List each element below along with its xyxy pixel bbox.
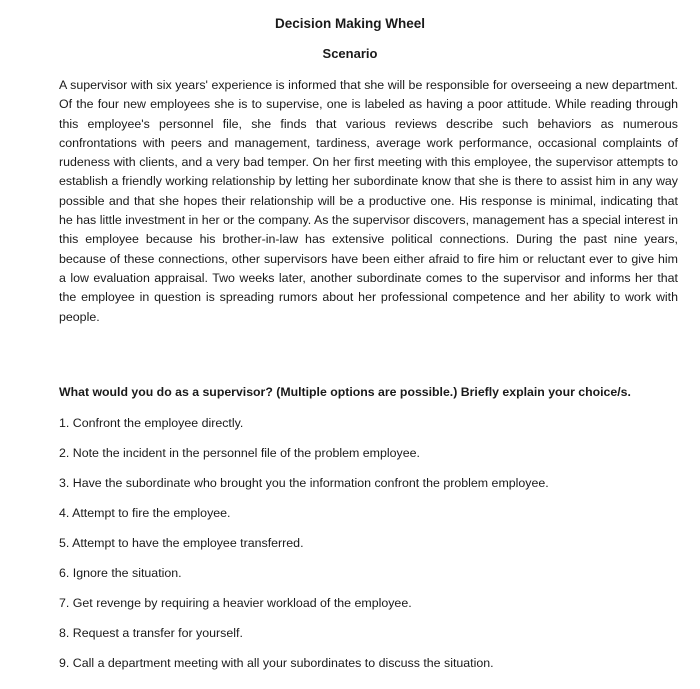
- document-title: Decision Making Wheel: [274, 16, 426, 31]
- option-item: 8. Request a transfer for yourself.: [59, 626, 243, 640]
- option-item: 6. Ignore the situation.: [59, 566, 182, 580]
- option-item: 1. Confront the employee directly.: [59, 416, 244, 430]
- option-item: 9. Call a department meeting with all your subordinates to discuss the situation.: [59, 656, 494, 670]
- option-item: 2. Note the incident in the personnel file of the problem employee.: [59, 446, 420, 460]
- scenario-paragraph: A supervisor with six years' experience is informed that she will be responsible for overseeing a new department. Of the four new employees she is to supervise, one is labeled as having a poor attitude. While reading through this employee's personnel file, she finds that various reviews describe such behaviors as numerous confrontations with peers and management, tardiness, average work performance, occasional complaints of rudeness with clients, and a very bad temper. On her first meeting with this employee, the supervisor attempts to establish a friendly working relationship by letting her subordinate know that she is there to assist him in any way possible and that she hopes their relationship will be a productive one. His response is minimal, indicating that he has little investment in her or the company. As the supervisor discovers, management has a special interest in this employee because his brother-in-law has extensive political connections. During the past nine years, because of these connections, other supervisors have been either afraid to fire him or reluctant ever to give him a low evaluation appraisal. Two weeks later, another subordinate comes to the supervisor and informs her that the employee in question is spreading rumors about her professional competence and her ability to work with people.: [59, 78, 678, 324]
- options-list: [59, 413, 679, 683]
- option-item: 3. Have the subordinate who brought you the information confront the problem employee.: [59, 476, 549, 490]
- option-item: 5. Attempt to have the employee transferred.: [59, 536, 304, 550]
- option-item: 7. Get revenge by requiring a heavier workload of the employee.: [59, 596, 412, 610]
- question-prompt: What would you do as a supervisor? (Multiple options are possible.) Briefly explain your choice/s.: [59, 385, 631, 399]
- option-item: 4. Attempt to fire the employee.: [59, 506, 231, 520]
- section-heading-scenario: Scenario: [322, 46, 378, 61]
